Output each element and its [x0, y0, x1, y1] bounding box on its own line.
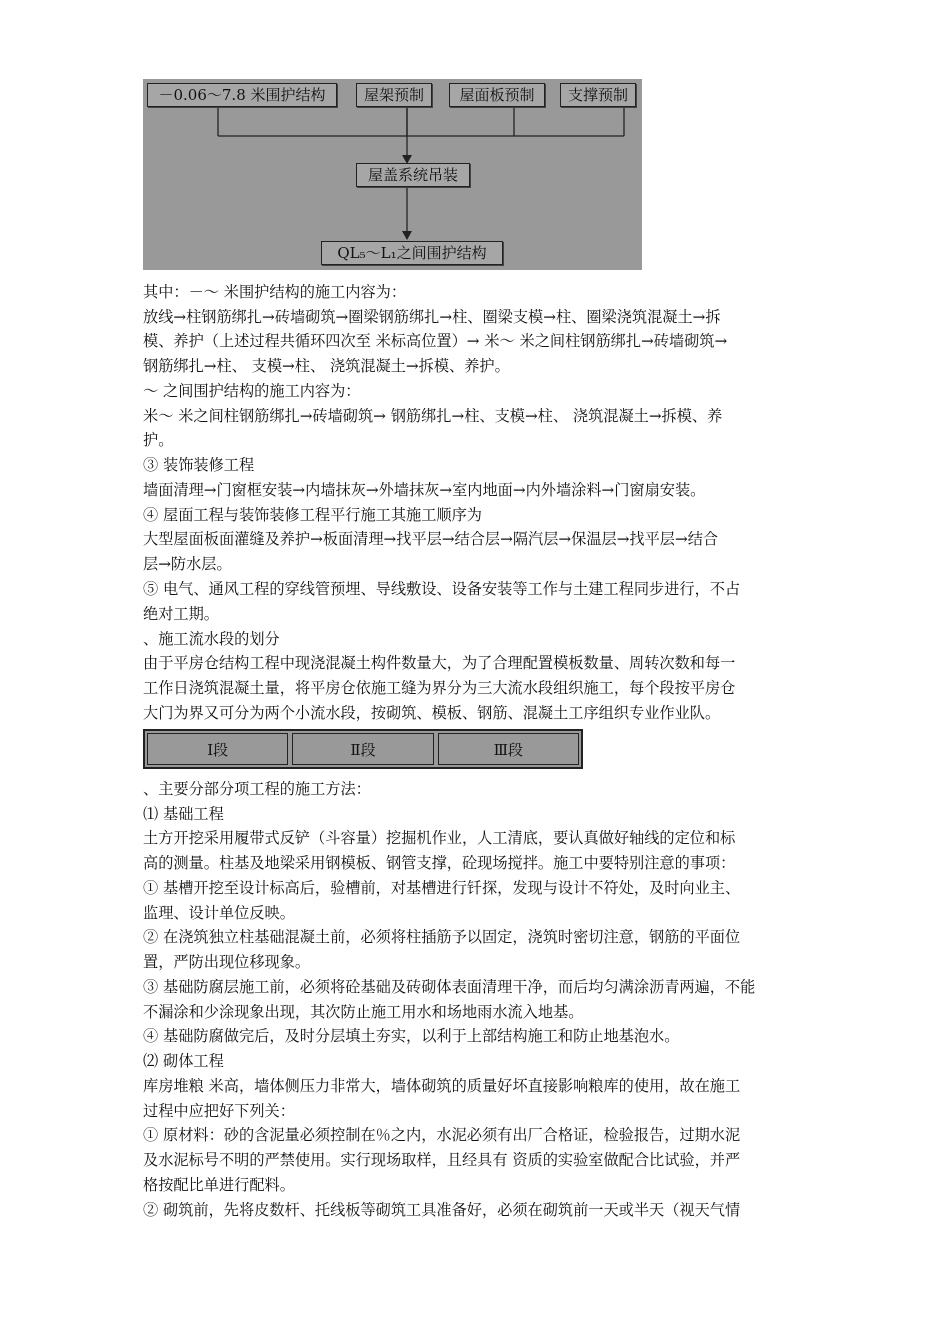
- text-line: 工作日浇筑混凝土量，将平房仓依施工缝为界分为三大流水段组织施工，每个段按平房仓: [143, 679, 736, 697]
- text-line: 层→防水层。: [143, 555, 232, 573]
- text-line: 土方开挖采用履带式反铲（斗容量）挖掘机作业，人工清底，要认真做好轴线的定位和标: [143, 829, 736, 847]
- text-line: ③ 基础防腐层施工前，必须将砼基础及砖砌体表面清理干净，而后均匀满涂沥青两遍，不能: [143, 978, 756, 996]
- text-line: 格按配比单进行配料。: [143, 1176, 295, 1194]
- text-line: 墙面清理→门窗框安装→内墙抹灰→外墙抹灰→室内地面→内外墙涂料→门窗扇安装。: [143, 481, 706, 499]
- text-line: 大门为界又可分为两个小流水段，按砌筑、模板、钢筋、混凝土工序组织专业作业队。: [143, 704, 721, 722]
- section-heading: 、施工流水段的划分: [143, 630, 280, 648]
- text-line: 其中：－～ 米围护结构的施工内容为：: [143, 283, 407, 301]
- section-heading: ⑴ 基础工程: [143, 805, 224, 823]
- text-line: 绝对工期。: [143, 605, 219, 623]
- text-line: ④ 基础防腐做完后，及时分层填土夯实，以利于上部结构施工和防止地基泡水。: [143, 1027, 680, 1045]
- text-line: ② 砌筑前，先将皮数杆、托线板等砌筑工具准备好，必须在砌筑前一天或半天（视天气情: [143, 1201, 741, 1219]
- text-line: 放线→柱钢筋绑扎→砖墙砌筑→圈梁钢筋绑扎→柱、圈梁支模→柱、圈梁浇筑混凝土→拆: [143, 308, 721, 326]
- flow-box-truss-precast: 屋架预制: [356, 83, 432, 107]
- construction-flowchart: [143, 79, 642, 270]
- text-line: 由于平房仓结构工程中现浇混凝土构件数量大，为了合理配置模板数量、周转次数和每一: [143, 654, 736, 672]
- text-line: ⑤ 电气、通风工程的穿线管预埋、导线敷设、设备安装等工作与土建工程同步进行，不占: [143, 580, 741, 598]
- text-line: ～ 之间围护结构的施工内容为：: [143, 382, 361, 400]
- text-line: 钢筋绑扎→柱、 支模→柱、 浇筑混凝土→拆模、养护。: [143, 357, 510, 375]
- text-line: 不漏涂和少涂现象出现，其次防止施工用水和场地雨水流入地基。: [143, 1003, 584, 1021]
- text-line: 模、养护（上述过程共循环四次至 米标高位置）→ 米～ 米之间柱钢筋绑扎→砖墙砌筑→: [143, 332, 728, 350]
- section-heading: 、主要分部分项工程的施工方法：: [143, 780, 371, 798]
- text-line: 大型屋面板面灌缝及养护→板面清理→找平层→结合层→隔汽层→保温层→找平层→结合: [143, 530, 719, 548]
- flow-box-enclosure: －0.06～7.8 米围护结构: [147, 83, 337, 107]
- text-line: 库房堆粮 米高，墙体侧压力非常大，墙体砌筑的质量好坏直接影响粮库的使用，故在施工: [143, 1077, 741, 1095]
- text-line: 置，严防出现位移现象。: [143, 953, 311, 971]
- text-line: ① 原材料：砂的含泥量必须控制在％之内，水泥必须有出厂合格证，检验报告，过期水泥: [143, 1126, 741, 1144]
- text-line: 过程中应把好下列关：: [143, 1102, 295, 1120]
- text-line: ① 基槽开挖至设计标高后，验槽前，对基槽进行钎探，发现与设计不符处，及时向业主、: [143, 879, 741, 897]
- flow-box-roof-panel-precast: 屋面板预制: [449, 83, 545, 107]
- segment-cell-3: Ⅲ段: [438, 733, 579, 765]
- flow-box-ql-enclosure: QL₅～L₁之间围护结构: [321, 241, 503, 265]
- segment-cell-2: Ⅱ段: [292, 733, 433, 765]
- segment-cell-1: Ⅰ段: [147, 733, 288, 765]
- section-heading: ④ 屋面工程与装饰装修工程平行施工其施工顺序为: [143, 506, 482, 524]
- text-line: 监理、设计单位反映。: [143, 904, 295, 922]
- text-line: 高的测量。柱基及地梁采用钢模板、钢管支撑，砼现场搅拌。施工中要特别注意的事项：: [143, 854, 736, 872]
- text-line: 护。: [143, 431, 174, 449]
- flow-box-support-precast: 支撑预制: [560, 83, 636, 107]
- flow-box-roof-hoisting: 屋盖系统吊装: [356, 163, 470, 187]
- flow-segment-table: [143, 729, 583, 769]
- arrow-head-bottom: [402, 231, 412, 240]
- text-line: 及水泥标号不明的严禁使用。实行现场取样，且经具有 资质的实验室做配合比试验，并严: [143, 1151, 741, 1169]
- text-line: 米～ 米之间柱钢筋绑扎→砖墙砌筑→ 钢筋绑扎→柱、支模→柱、 浇筑混凝土→拆模、养: [143, 407, 723, 425]
- text-line: ② 在浇筑独立柱基础混凝土前，必须将柱插筋予以固定，浇筑时密切注意，钢筋的平面位: [143, 928, 741, 946]
- section-heading: ③ 装饰装修工程: [143, 456, 255, 474]
- section-heading: ⑵ 砌体工程: [143, 1052, 224, 1070]
